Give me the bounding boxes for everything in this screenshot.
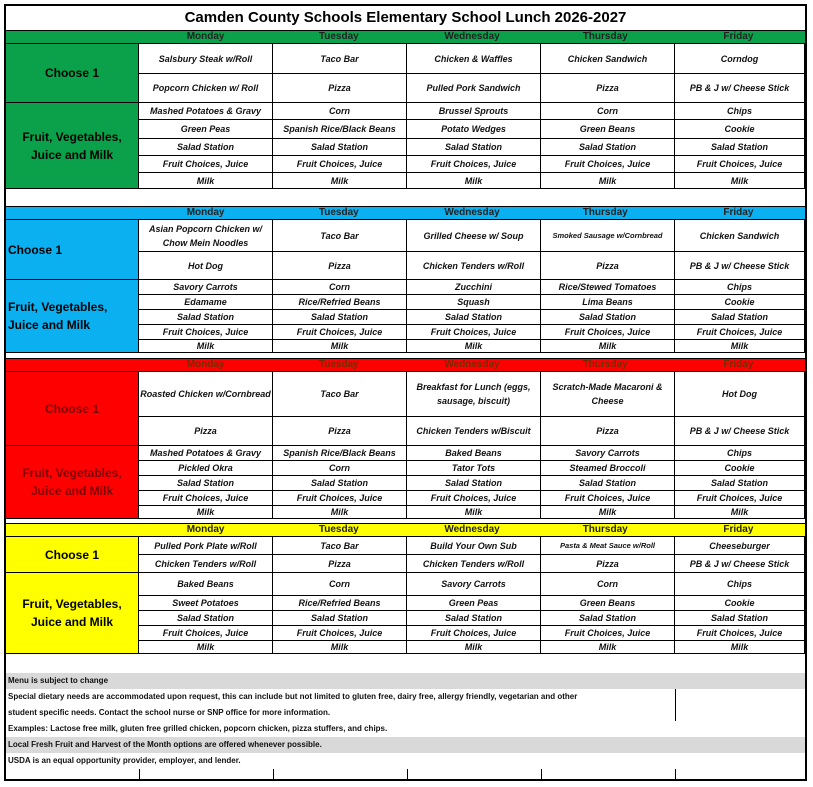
side-item-cell: Salad Station bbox=[407, 611, 541, 626]
entree-cell: Scratch-Made Macaroni & Cheese bbox=[541, 372, 675, 417]
footer-column-line bbox=[541, 769, 542, 779]
side-item-cell: Milk bbox=[139, 506, 273, 519]
side-item-cell: Milk bbox=[407, 340, 541, 353]
side-item-cell: Sweet Potatoes bbox=[139, 596, 273, 611]
entree-cell: Pulled Pork Plate w/Roll bbox=[139, 537, 273, 555]
side-item-cell: Spanish Rice/Black Beans bbox=[273, 446, 407, 461]
fruit-vegetables-label: Fruit, Vegetables, Juice and Milk bbox=[6, 280, 139, 353]
entree-cell: Popcorn Chicken w/ Roll bbox=[139, 74, 273, 103]
side-item-cell: Fruit Choices, Juice bbox=[407, 156, 541, 173]
lunch-menu-sheet bbox=[4, 4, 807, 781]
entree-cell: Grilled Cheese w/ Soup bbox=[407, 220, 541, 252]
entree-cell: Hot Dog bbox=[675, 372, 805, 417]
side-item-cell: Milk bbox=[273, 506, 407, 519]
side-item-cell: Corn bbox=[541, 103, 675, 120]
side-item-cell: Salad Station bbox=[139, 139, 273, 156]
footer-note: student specific needs. Contact the school nurse or SNP office for more information. bbox=[8, 708, 331, 717]
side-item-cell: Milk bbox=[675, 641, 805, 654]
footer-column-line bbox=[675, 689, 676, 721]
choose-one-label: Choose 1 bbox=[6, 220, 139, 280]
side-item-cell: Milk bbox=[541, 340, 675, 353]
side-item-cell: Brussel Sprouts bbox=[407, 103, 541, 120]
side-item-cell: Green Peas bbox=[407, 596, 541, 611]
side-item-cell: Milk bbox=[139, 641, 273, 654]
week-2-day-header bbox=[6, 206, 805, 220]
side-item-cell: Fruit Choices, Juice bbox=[273, 156, 407, 173]
footer-note: USDA is an equal opportunity provider, employer, and lender. bbox=[8, 756, 241, 765]
entree-cell: Taco Bar bbox=[273, 372, 407, 417]
entree-cell: Chicken Sandwich bbox=[541, 44, 675, 74]
fruit-vegetables-label: Fruit, Vegetables, Juice and Milk bbox=[6, 573, 139, 654]
side-item-cell: Salad Station bbox=[407, 476, 541, 491]
side-item-cell: Cookie bbox=[675, 120, 805, 139]
side-item-cell: Salad Station bbox=[273, 310, 407, 325]
side-item-cell: Milk bbox=[541, 173, 675, 189]
entree-cell: PB & J w/ Cheese Stick bbox=[675, 555, 805, 573]
fruit-vegetables-label: Fruit, Vegetables, Juice and Milk bbox=[6, 103, 139, 189]
entree-cell: Pizza bbox=[273, 417, 407, 446]
menu-title: Camden County Schools Elementary School Lunch 2026-2027 bbox=[184, 9, 627, 26]
side-item-cell: Fruit Choices, Juice bbox=[541, 491, 675, 506]
side-item-cell: Fruit Choices, Juice bbox=[273, 491, 407, 506]
day-label: Friday bbox=[723, 359, 754, 370]
day-label: Monday bbox=[186, 524, 225, 535]
side-item-cell: Cookie bbox=[675, 461, 805, 476]
side-item-cell: Steamed Broccoli bbox=[541, 461, 675, 476]
side-item-cell: Savory Carrots bbox=[139, 280, 273, 295]
side-item-cell: Milk bbox=[139, 173, 273, 189]
side-item-cell: Fruit Choices, Juice bbox=[541, 325, 675, 340]
side-item-cell: Milk bbox=[273, 173, 407, 189]
entree-cell: PB & J w/ Cheese Stick bbox=[675, 252, 805, 280]
side-item-cell: Fruit Choices, Juice bbox=[273, 325, 407, 340]
entree-cell: Pizza bbox=[273, 252, 407, 280]
footer-column-line bbox=[139, 769, 140, 779]
entree-cell: Chicken Tenders w/Roll bbox=[407, 252, 541, 280]
side-item-cell: Corn bbox=[273, 103, 407, 120]
day-label: Tuesday bbox=[318, 207, 359, 218]
side-item-cell: Chips bbox=[675, 280, 805, 295]
side-item-cell: Green Beans bbox=[541, 596, 675, 611]
day-label: Thursday bbox=[582, 207, 628, 218]
side-item-cell: Pickled Okra bbox=[139, 461, 273, 476]
entree-cell: Salsbury Steak w/Roll bbox=[139, 44, 273, 74]
side-item-cell: Salad Station bbox=[407, 139, 541, 156]
side-item-cell: Milk bbox=[407, 641, 541, 654]
choose-one-label: Choose 1 bbox=[6, 537, 139, 573]
side-item-cell: Fruit Choices, Juice bbox=[675, 325, 805, 340]
side-item-cell: Cookie bbox=[675, 295, 805, 310]
fruit-vegetables-label: Fruit, Vegetables, Juice and Milk bbox=[6, 446, 139, 519]
footer-column-line bbox=[675, 769, 676, 779]
entree-cell: Roasted Chicken w/Cornbread bbox=[139, 372, 273, 417]
day-label: Friday bbox=[723, 207, 754, 218]
side-item-cell: Salad Station bbox=[407, 310, 541, 325]
entree-cell: Build Your Own Sub bbox=[407, 537, 541, 555]
day-header-spacer bbox=[6, 31, 139, 43]
side-item-cell: Salad Station bbox=[139, 476, 273, 491]
side-item-cell: Milk bbox=[273, 340, 407, 353]
entree-cell: Pizza bbox=[139, 417, 273, 446]
week-1-day-header bbox=[6, 30, 805, 44]
entree-cell: Pizza bbox=[541, 74, 675, 103]
day-header-spacer bbox=[6, 359, 139, 371]
side-item-cell: Savory Carrots bbox=[407, 573, 541, 596]
entree-cell: Taco Bar bbox=[273, 537, 407, 555]
day-label: Tuesday bbox=[318, 524, 359, 535]
entree-cell: Taco Bar bbox=[273, 220, 407, 252]
side-item-cell: Fruit Choices, Juice bbox=[407, 325, 541, 340]
side-item-cell: Corn bbox=[273, 461, 407, 476]
footer-note: Special dietary needs are accommodated upon request, this can include but not limited to gluten free, dairy free, allergy friendly, vegetarian and other bbox=[8, 692, 578, 701]
footer-note: Examples: Lactose free milk, gluten free grilled chicken, popcorn chicken, pizza stuffers, and chips. bbox=[8, 724, 388, 733]
side-item-cell: Baked Beans bbox=[407, 446, 541, 461]
day-header-spacer bbox=[6, 524, 139, 536]
side-item-cell: Milk bbox=[541, 506, 675, 519]
side-item-cell: Salad Station bbox=[675, 310, 805, 325]
entree-cell: Chicken & Waffles bbox=[407, 44, 541, 74]
side-item-cell: Chips bbox=[675, 103, 805, 120]
entree-cell: Pizza bbox=[541, 252, 675, 280]
side-item-cell: Milk bbox=[675, 340, 805, 353]
side-item-cell: Fruit Choices, Juice bbox=[139, 325, 273, 340]
day-label: Tuesday bbox=[318, 31, 359, 42]
day-label: Tuesday bbox=[318, 359, 359, 370]
day-label: Monday bbox=[186, 207, 225, 218]
side-item-cell: Fruit Choices, Juice bbox=[407, 491, 541, 506]
choose-one-label: Choose 1 bbox=[6, 44, 139, 103]
side-item-cell: Fruit Choices, Juice bbox=[541, 626, 675, 641]
side-item-cell: Chips bbox=[675, 573, 805, 596]
side-item-cell: Green Beans bbox=[541, 120, 675, 139]
entree-cell: Cheeseburger bbox=[675, 537, 805, 555]
side-item-cell: Salad Station bbox=[541, 139, 675, 156]
entree-cell: Breakfast for Lunch (eggs, sausage, biscuit) bbox=[407, 372, 541, 417]
week-3-day-header bbox=[6, 358, 805, 372]
day-label: Friday bbox=[723, 31, 754, 42]
footer-note: Local Fresh Fruit and Harvest of the Month options are offered whenever possible. bbox=[6, 737, 805, 753]
side-item-cell: Salad Station bbox=[675, 139, 805, 156]
side-item-cell: Corn bbox=[273, 280, 407, 295]
side-item-cell: Baked Beans bbox=[139, 573, 273, 596]
side-item-cell: Fruit Choices, Juice bbox=[675, 156, 805, 173]
side-item-cell: Salad Station bbox=[273, 476, 407, 491]
side-item-cell: Salad Station bbox=[273, 139, 407, 156]
entree-cell: Pizza bbox=[273, 555, 407, 573]
entree-cell: Asian Popcorn Chicken w/ Chow Mein Noodles bbox=[139, 220, 273, 252]
side-item-cell: Milk bbox=[407, 173, 541, 189]
entree-cell: Pizza bbox=[541, 555, 675, 573]
side-item-cell: Edamame bbox=[139, 295, 273, 310]
entree-cell: Chicken Sandwich bbox=[675, 220, 805, 252]
side-item-cell: Milk bbox=[139, 340, 273, 353]
side-item-cell: Spanish Rice/Black Beans bbox=[273, 120, 407, 139]
side-item-cell: Fruit Choices, Juice bbox=[675, 491, 805, 506]
side-item-cell: Corn bbox=[541, 573, 675, 596]
entree-cell: Smoked Sausage w/Cornbread bbox=[541, 220, 675, 252]
entree-cell: PB & J w/ Cheese Stick bbox=[675, 417, 805, 446]
side-item-cell: Milk bbox=[675, 173, 805, 189]
side-item-cell: Fruit Choices, Juice bbox=[139, 491, 273, 506]
side-item-cell: Fruit Choices, Juice bbox=[675, 626, 805, 641]
side-item-cell: Corn bbox=[273, 573, 407, 596]
day-label: Wednesday bbox=[444, 359, 500, 370]
entree-cell: Taco Bar bbox=[273, 44, 407, 74]
day-label: Wednesday bbox=[444, 31, 500, 42]
side-item-cell: Fruit Choices, Juice bbox=[541, 156, 675, 173]
entree-cell: Chicken Tenders w/Roll bbox=[139, 555, 273, 573]
entree-cell: Pasta & Meat Sauce w/Roll bbox=[541, 537, 675, 555]
side-item-cell: Zucchini bbox=[407, 280, 541, 295]
day-label: Wednesday bbox=[444, 207, 500, 218]
side-item-cell: Chips bbox=[675, 446, 805, 461]
side-item-cell: Savory Carrots bbox=[541, 446, 675, 461]
entree-cell: Chicken Tenders w/Roll bbox=[407, 555, 541, 573]
side-item-cell: Salad Station bbox=[541, 310, 675, 325]
side-item-cell: Rice/Refried Beans bbox=[273, 596, 407, 611]
side-item-cell: Cookie bbox=[675, 596, 805, 611]
day-label: Thursday bbox=[582, 524, 628, 535]
side-item-cell: Fruit Choices, Juice bbox=[139, 626, 273, 641]
day-header-spacer bbox=[6, 207, 139, 219]
entree-cell: Pizza bbox=[273, 74, 407, 103]
side-item-cell: Salad Station bbox=[675, 611, 805, 626]
week-4-day-header bbox=[6, 523, 805, 537]
day-label: Thursday bbox=[582, 31, 628, 42]
side-item-cell: Potato Wedges bbox=[407, 120, 541, 139]
entree-cell: Pulled Pork Sandwich bbox=[407, 74, 541, 103]
side-item-cell: Green Peas bbox=[139, 120, 273, 139]
day-label: Wednesday bbox=[444, 524, 500, 535]
entree-cell: Hot Dog bbox=[139, 252, 273, 280]
day-label: Thursday bbox=[582, 359, 628, 370]
side-item-cell: Rice/Stewed Tomatoes bbox=[541, 280, 675, 295]
footer-note: Menu is subject to change bbox=[6, 673, 805, 689]
side-item-cell: Salad Station bbox=[541, 476, 675, 491]
entree-cell: PB & J w/ Cheese Stick bbox=[675, 74, 805, 103]
side-item-cell: Milk bbox=[407, 506, 541, 519]
side-item-cell: Mashed Potatoes & Gravy bbox=[139, 446, 273, 461]
side-item-cell: Salad Station bbox=[541, 611, 675, 626]
side-item-cell: Salad Station bbox=[139, 310, 273, 325]
side-item-cell: Salad Station bbox=[675, 476, 805, 491]
side-item-cell: Mashed Potatoes & Gravy bbox=[139, 103, 273, 120]
entree-cell: Chicken Tenders w/Biscuit bbox=[407, 417, 541, 446]
side-item-cell: Fruit Choices, Juice bbox=[273, 626, 407, 641]
side-item-cell: Salad Station bbox=[273, 611, 407, 626]
side-item-cell: Squash bbox=[407, 295, 541, 310]
side-item-cell: Fruit Choices, Juice bbox=[407, 626, 541, 641]
footer-column-line bbox=[407, 769, 408, 779]
side-item-cell: Salad Station bbox=[139, 611, 273, 626]
side-item-cell: Milk bbox=[273, 641, 407, 654]
day-label: Monday bbox=[186, 359, 225, 370]
choose-one-label: Choose 1 bbox=[6, 372, 139, 446]
side-item-cell: Milk bbox=[675, 506, 805, 519]
side-item-cell: Tator Tots bbox=[407, 461, 541, 476]
side-item-cell: Fruit Choices, Juice bbox=[139, 156, 273, 173]
entree-cell: Pizza bbox=[541, 417, 675, 446]
side-item-cell: Lima Beans bbox=[541, 295, 675, 310]
side-item-cell: Rice/Refried Beans bbox=[273, 295, 407, 310]
day-label: Friday bbox=[723, 524, 754, 535]
side-item-cell: Milk bbox=[541, 641, 675, 654]
entree-cell: Corndog bbox=[675, 44, 805, 74]
footer-column-line bbox=[273, 769, 274, 779]
day-label: Monday bbox=[186, 31, 225, 42]
